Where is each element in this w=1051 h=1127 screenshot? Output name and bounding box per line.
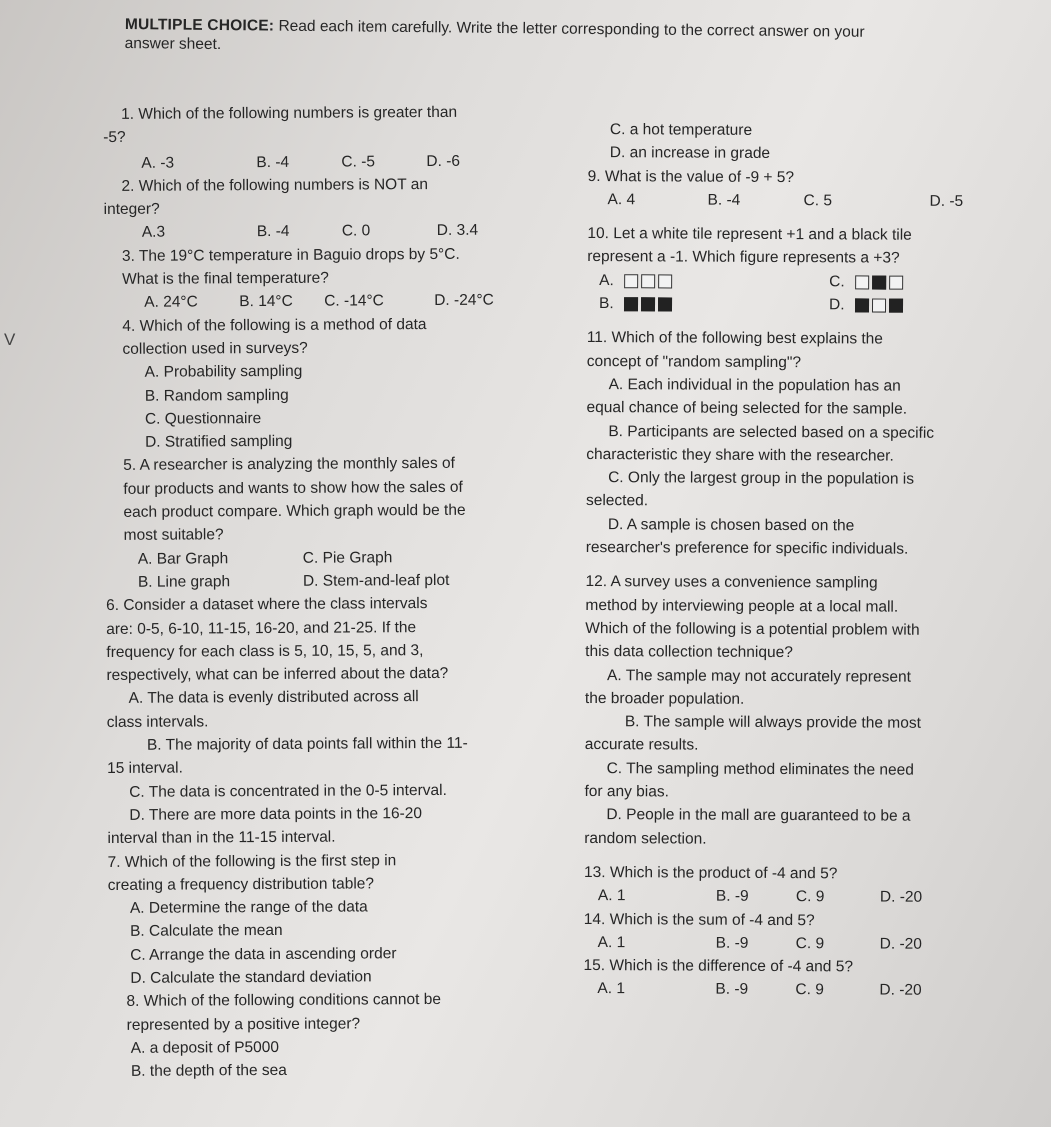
option-a[interactable]: A. a deposit of P5000 xyxy=(130,1038,280,1057)
question-6 xyxy=(106,591,578,850)
question-10 xyxy=(587,222,1037,318)
question-stem: most suitable? xyxy=(123,526,224,545)
option-a[interactable]: A.3 xyxy=(141,224,166,242)
worksheet-header xyxy=(125,15,1015,62)
option-b[interactable]: B. -4 xyxy=(256,223,290,241)
section-label: MULTIPLE CHOICE: xyxy=(124,15,275,35)
question-stem: 2. Which of the following numbers is NOT an xyxy=(121,175,428,195)
option-d-cont: random selection. xyxy=(584,829,707,848)
option-a-cont: class intervals. xyxy=(106,713,209,731)
question-5 xyxy=(105,452,576,595)
question-stem: 15. Which is the difference of -4 and 5? xyxy=(583,957,854,976)
question-4 xyxy=(104,312,575,455)
option-a[interactable]: A. 24°C xyxy=(144,293,198,312)
option-a[interactable]: A. The data is evenly distributed across all xyxy=(128,688,419,708)
question-8-cont xyxy=(588,118,1038,167)
option-a-label: A. xyxy=(599,271,614,289)
option-a[interactable]: A. 1 xyxy=(597,887,626,905)
option-d-label: D. xyxy=(828,296,845,314)
right-column xyxy=(583,118,1038,1003)
option-b[interactable]: B. Line graph xyxy=(137,573,231,591)
option-c[interactable]: C. 9 xyxy=(795,888,825,906)
option-a-cont: equal chance of being selected for the sample. xyxy=(586,399,908,418)
option-a[interactable]: A. Determine the range of the data xyxy=(129,898,368,917)
option-a[interactable]: A. Each individual in the population has an xyxy=(608,376,901,395)
black-tile xyxy=(658,297,672,311)
black-tile xyxy=(872,275,886,289)
question-7 xyxy=(108,848,579,991)
option-b-label: B. xyxy=(598,295,614,313)
question-stem: concept of "random sampling"? xyxy=(586,352,802,371)
question-stem: creating a frequency distribution table? xyxy=(107,875,375,894)
option-b-cont: 15 interval. xyxy=(107,759,183,778)
option-c[interactable]: C. 0 xyxy=(341,222,371,241)
tile-figure-a xyxy=(624,274,672,288)
option-c[interactable]: C. 9 xyxy=(795,981,824,999)
question-stem: are: 0-5, 6-10, 11-15, 16-20, and 21-25. If the xyxy=(106,618,417,638)
option-a[interactable]: A. -3 xyxy=(141,154,175,172)
question-13 xyxy=(584,861,1034,910)
black-tile xyxy=(641,297,655,311)
question-stem: represented by a positive integer? xyxy=(126,1015,361,1034)
option-d[interactable]: D. -5 xyxy=(929,192,964,210)
option-d[interactable]: D. A sample is chosen based on the xyxy=(607,515,855,535)
option-b[interactable]: B. the depth of the sea xyxy=(130,1062,287,1081)
option-a[interactable]: A. 1 xyxy=(597,980,626,998)
question-15 xyxy=(583,954,1033,1003)
white-tile xyxy=(872,298,886,312)
option-d[interactable]: D. -20 xyxy=(879,888,923,906)
question-stem: 9. What is the value of -9 + 5? xyxy=(587,167,795,186)
option-b[interactable]: B. -4 xyxy=(707,191,741,209)
option-b-cont: accurate results. xyxy=(584,736,699,755)
option-c[interactable]: C. -5 xyxy=(341,152,376,171)
question-stem: integer? xyxy=(103,200,160,219)
margin-mark: V xyxy=(4,330,16,349)
white-tile xyxy=(855,275,869,289)
instruction-text-cont: answer sheet. xyxy=(124,34,222,54)
option-a-cont: the broader population. xyxy=(584,689,745,708)
question-9 xyxy=(588,165,1038,214)
option-d-cont: researcher's preference for specific individuals. xyxy=(585,539,909,558)
option-b[interactable]: B. 14°C xyxy=(239,293,293,311)
question-stem: 8. Which of the following conditions cannot be xyxy=(126,991,442,1011)
white-tile xyxy=(641,274,655,288)
option-a[interactable]: A. The sample may not accurately represent xyxy=(607,666,911,686)
option-d[interactable]: D. There are more data points in the 16-20 xyxy=(129,804,423,824)
question-3 xyxy=(104,242,574,315)
tile-figure-d xyxy=(855,298,903,312)
option-c[interactable]: C. Arrange the data in ascending order xyxy=(130,944,397,964)
question-stem: 11. Which of the following best explains the xyxy=(586,329,883,348)
black-tile xyxy=(889,299,903,313)
question-stem: What is the final temperature? xyxy=(122,269,329,288)
option-c[interactable]: C. -14°C xyxy=(324,292,384,311)
question-stem: collection used in surveys? xyxy=(122,339,308,358)
question-stem: four products and wants to show how the sales of xyxy=(123,478,463,498)
option-d[interactable]: D. 3.4 xyxy=(436,222,479,240)
option-b[interactable]: B. The majority of data points fall within the 11- xyxy=(146,734,468,754)
question-2 xyxy=(103,172,573,245)
option-b[interactable]: B. Participants are selected based on a specific xyxy=(608,422,935,442)
option-b[interactable]: B. -9 xyxy=(715,887,749,906)
option-c[interactable]: C. Pie Graph xyxy=(302,548,393,567)
question-stem: Which of the following is a potential problem with xyxy=(585,619,920,639)
option-c[interactable]: C. Only the largest group in the population is xyxy=(608,469,915,488)
option-d-cont: interval than in the 11-15 interval. xyxy=(107,828,336,848)
option-b[interactable]: B. Random sampling xyxy=(144,386,289,405)
black-tile xyxy=(855,298,869,312)
question-11 xyxy=(586,326,1037,561)
question-stem: 3. The 19°C temperature in Baguio drops by 5°C. xyxy=(121,245,460,265)
white-tile xyxy=(624,274,638,288)
option-d[interactable]: D. -6 xyxy=(426,152,461,170)
option-d[interactable]: D. People in the mall are guaranteed to be a xyxy=(606,806,911,826)
question-stem: 6. Consider a dataset where the class intervals xyxy=(106,595,428,615)
question-stem: -5? xyxy=(103,129,126,147)
option-c-cont: for any bias. xyxy=(584,783,669,801)
question-stem: 10. Let a white tile represent +1 and a black tile xyxy=(587,225,912,244)
option-b[interactable] xyxy=(599,292,829,317)
option-d[interactable]: D. Stem-and-leaf plot xyxy=(302,571,450,590)
question-14 xyxy=(584,907,1034,956)
option-a[interactable] xyxy=(599,269,829,294)
tile-figure-b xyxy=(624,297,672,311)
white-tile xyxy=(889,275,903,289)
option-d[interactable]: D. -20 xyxy=(879,981,922,1000)
option-d[interactable] xyxy=(829,293,903,317)
option-b[interactable]: B. -9 xyxy=(715,934,749,952)
option-c-cont: selected. xyxy=(585,492,649,510)
option-d[interactable]: D. Calculate the standard deviation xyxy=(130,968,372,987)
question-1 xyxy=(103,100,573,175)
option-c[interactable]: C. 5 xyxy=(803,192,833,210)
option-c[interactable]: C. Questionnaire xyxy=(144,409,262,428)
question-stem: 12. A survey uses a convenience sampling xyxy=(585,573,878,592)
question-stem: 7. Which of the following is the first step in xyxy=(107,851,397,871)
question-stem: each product compare. Which graph would be the xyxy=(123,501,466,521)
option-b[interactable]: B. The sample will always provide the most xyxy=(624,713,921,732)
question-stem: method by interviewing people at a local mall. xyxy=(585,596,899,616)
option-b[interactable]: B. -9 xyxy=(715,981,749,999)
left-column xyxy=(103,100,579,1083)
option-d[interactable]: D. -20 xyxy=(879,935,922,953)
option-c-label: C. xyxy=(829,273,845,291)
question-stem: 4. Which of the following is a method of data xyxy=(122,315,427,335)
option-c[interactable]: C. a hot temperature xyxy=(609,121,753,139)
question-stem: 5. A researcher is analyzing the monthly sales of xyxy=(123,455,455,475)
option-a[interactable]: A. 1 xyxy=(597,933,626,952)
question-stem: 14. Which is the sum of -4 and 5? xyxy=(583,910,815,929)
option-a[interactable]: A. Bar Graph xyxy=(137,549,229,568)
question-8 xyxy=(108,987,579,1083)
question-stem: this data collection technique? xyxy=(585,643,793,662)
question-stem: represent a -1. Which figure represents a +3? xyxy=(587,248,900,268)
option-a[interactable]: A. Probability sampling xyxy=(144,363,303,382)
option-c[interactable] xyxy=(829,270,903,294)
question-stem: 1. Which of the following numbers is greater than xyxy=(121,103,458,123)
option-d[interactable]: D. an increase in grade xyxy=(609,144,771,163)
option-d[interactable]: D. -24°C xyxy=(434,291,494,310)
question-stem: respectively, what can be inferred about the data? xyxy=(106,665,449,685)
option-b[interactable]: B. -4 xyxy=(256,153,290,171)
question-12 xyxy=(584,570,1035,852)
option-c[interactable]: C. 9 xyxy=(795,934,825,953)
black-tile xyxy=(624,297,638,311)
option-a[interactable]: A. 4 xyxy=(607,190,636,209)
white-tile xyxy=(658,274,672,288)
question-stem: frequency for each class is 5, 10, 15, 5, and 3, xyxy=(106,641,424,661)
option-c[interactable]: C. The sampling method eliminates the need xyxy=(606,759,914,779)
question-stem: 13. Which is the product of -4 and 5? xyxy=(584,863,838,883)
tile-figure-c xyxy=(855,275,903,289)
option-c[interactable]: C. The data is concentrated in the 0-5 interval. xyxy=(129,781,447,801)
instruction-text: Read each item carefully. Write the letter corresponding to the correct answer on your xyxy=(278,17,865,41)
option-b[interactable]: B. Calculate the mean xyxy=(130,922,283,941)
option-d[interactable]: D. Stratified sampling xyxy=(145,433,293,451)
option-b-cont: characteristic they share with the researcher. xyxy=(586,445,894,465)
